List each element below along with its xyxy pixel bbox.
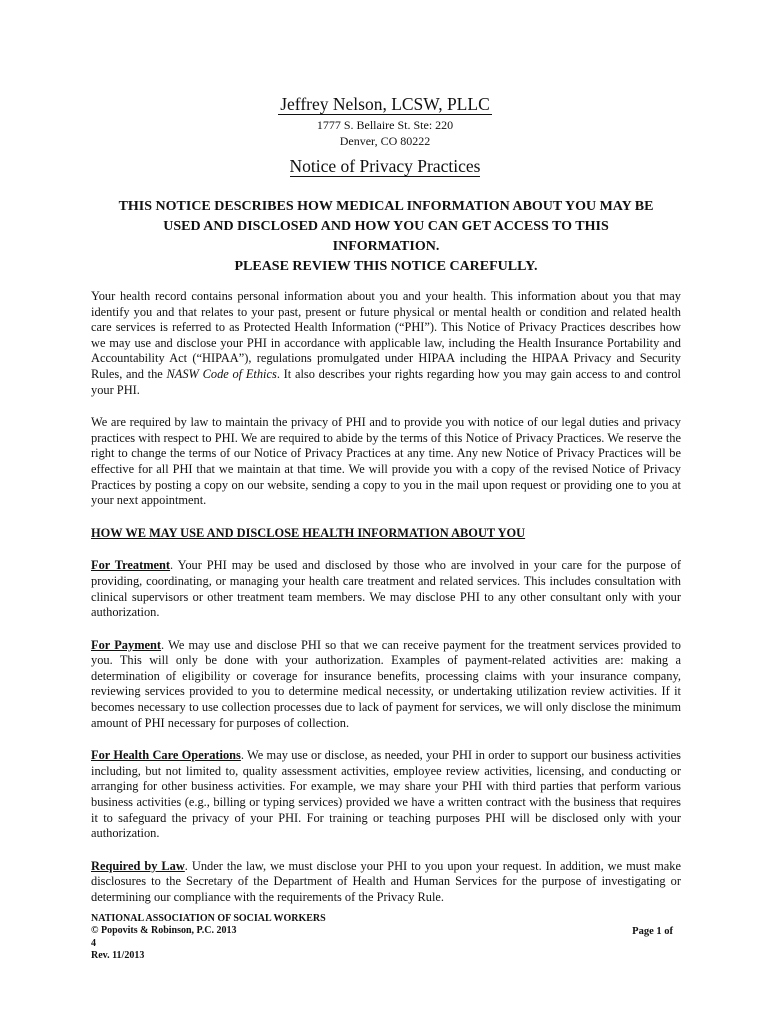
address-line-2: Denver, CO 80222 — [339, 134, 431, 148]
notice-body — [91, 289, 681, 923]
warning-line-1: THIS NOTICE DESCRIBES HOW MEDICAL INFORMATION ABOUT YOU MAY BE — [118, 199, 654, 214]
law-text: . Under the law, we must disclose your PHI to you upon your request. In addition, we must make disclosures to the Secretary of the Department of Health and Human Services for the purpose of investigating or determining our compliance with the requirements of the Privacy Rule. — [91, 858, 681, 904]
warning-line-2: USED AND DISCLOSED AND HOW YOU CAN GET ACCESS TO THIS — [163, 219, 609, 234]
page-footer — [91, 913, 681, 963]
intro-paragraph — [91, 289, 681, 398]
required-by-law-paragraph — [91, 859, 681, 906]
treatment-text: . Your PHI may be used and disclosed by those who are involved in your care for the purpose of providing, coordinating, or managing your health care treatment and related services. This includes consultation with clinical supervisors or other treatment team members. We may disclose PHI to any other consultant only with your authorization. — [91, 558, 681, 620]
section-heading: HOW WE MAY USE AND DISCLOSE HEALTH INFORMATION ABOUT YOU — [91, 525, 526, 540]
footer-org: NATIONAL ASSOCIATION OF SOCIAL WORKERS — [91, 913, 326, 924]
footer-page-total: 4 — [91, 937, 96, 949]
law-heading: Required by Law — [91, 858, 185, 873]
payment-heading: For Payment — [91, 637, 162, 652]
intro-text-end: . It also describes your rights regarding how you may gain access to and control your PHI. — [91, 366, 681, 397]
notice-warning — [80, 197, 692, 277]
document-title-wrapper — [0, 156, 770, 176]
treatment-heading: For Treatment — [91, 558, 171, 573]
operations-text: . We may use or disclose, as needed, your PHI in order to support our business activities including, but not limited to, quality assessment activities, employee review activities, licensing, and conducting or arranging for other business activities. For example, we may share your PHI with third parties that perform various business activities (e.g., billing or typing services) provided we have a written contract with the business that requires it to safeguard the privacy of your PHI. For training or teaching purposes PHI will be disclosed only with your authorization. — [91, 748, 681, 841]
practice-name: Jeffrey Nelson, LCSW, PLLC — [280, 94, 490, 114]
treatment-paragraph — [91, 558, 681, 620]
nasw-code-reference: NASW Code of Ethics — [166, 366, 277, 381]
page-number: Page 1 of — [632, 926, 673, 937]
warning-line-4: PLEASE REVIEW THIS NOTICE CAREFULLY. — [234, 259, 538, 274]
letterhead — [0, 94, 770, 149]
intro-text: Your health record contains personal information about you and your health. This information about you that may identify you and that relates to your past, present or future physical or mental health or condition and related health care services is referred to as Protected Health Information (“PHI”). This Notice of Privacy Practices describes how we may use and disclose your PHI in accordance with applicable law, including the Health Insurance Portability and Accountability Act (“HIPAA”), regulations promulgated under HIPAA including the HIPAA Privacy and Security Rules, and the — [91, 289, 681, 381]
payment-text: . We may use and disclose PHI so that we can receive payment for the treatment services provided to you. This will only be done with your authorization. Examples of payment-related activities are: making a determination of eligibility or coverage for insurance benefits, processing claims with your insurance company, reviewing services provided to you to determine medical necessity, or undertaking utilization review activities. If it becomes necessary to use collection processes due to lack of payment for services, we will only disclose the minimum amount of PHI necessary for purposes of collection. — [91, 637, 681, 730]
address-line-1: 1777 S. Bellaire St. Ste: 220 — [316, 118, 454, 132]
footer-revision: Rev. 11/2013 — [91, 950, 145, 962]
footer-copyright: © Popovits & Robinson, P.C. 2013 — [91, 925, 237, 937]
legal-duties-paragraph: We are required by law to maintain the privacy of PHI and to provide you with notice of our legal duties and privacy practices with respect to PHI. We are required to abide by the terms of this Notice of Privacy Practices. We reserve the right to change the terms of our Notice of Privacy Practices at any time. Any new Notice of Privacy Practices will be effective for all PHI that we maintain at that time. We will provide you with a copy of the revised Notice of Privacy Practices by posting a copy on our website, sending a copy to you in the mail upon request or providing one to you at your next appointment. — [91, 415, 681, 508]
operations-heading: For Health Care Operations — [91, 748, 241, 763]
operations-paragraph — [91, 748, 681, 842]
payment-paragraph — [91, 638, 681, 732]
warning-line-3: INFORMATION. — [332, 239, 440, 254]
document-title: Notice of Privacy Practices — [289, 156, 481, 176]
